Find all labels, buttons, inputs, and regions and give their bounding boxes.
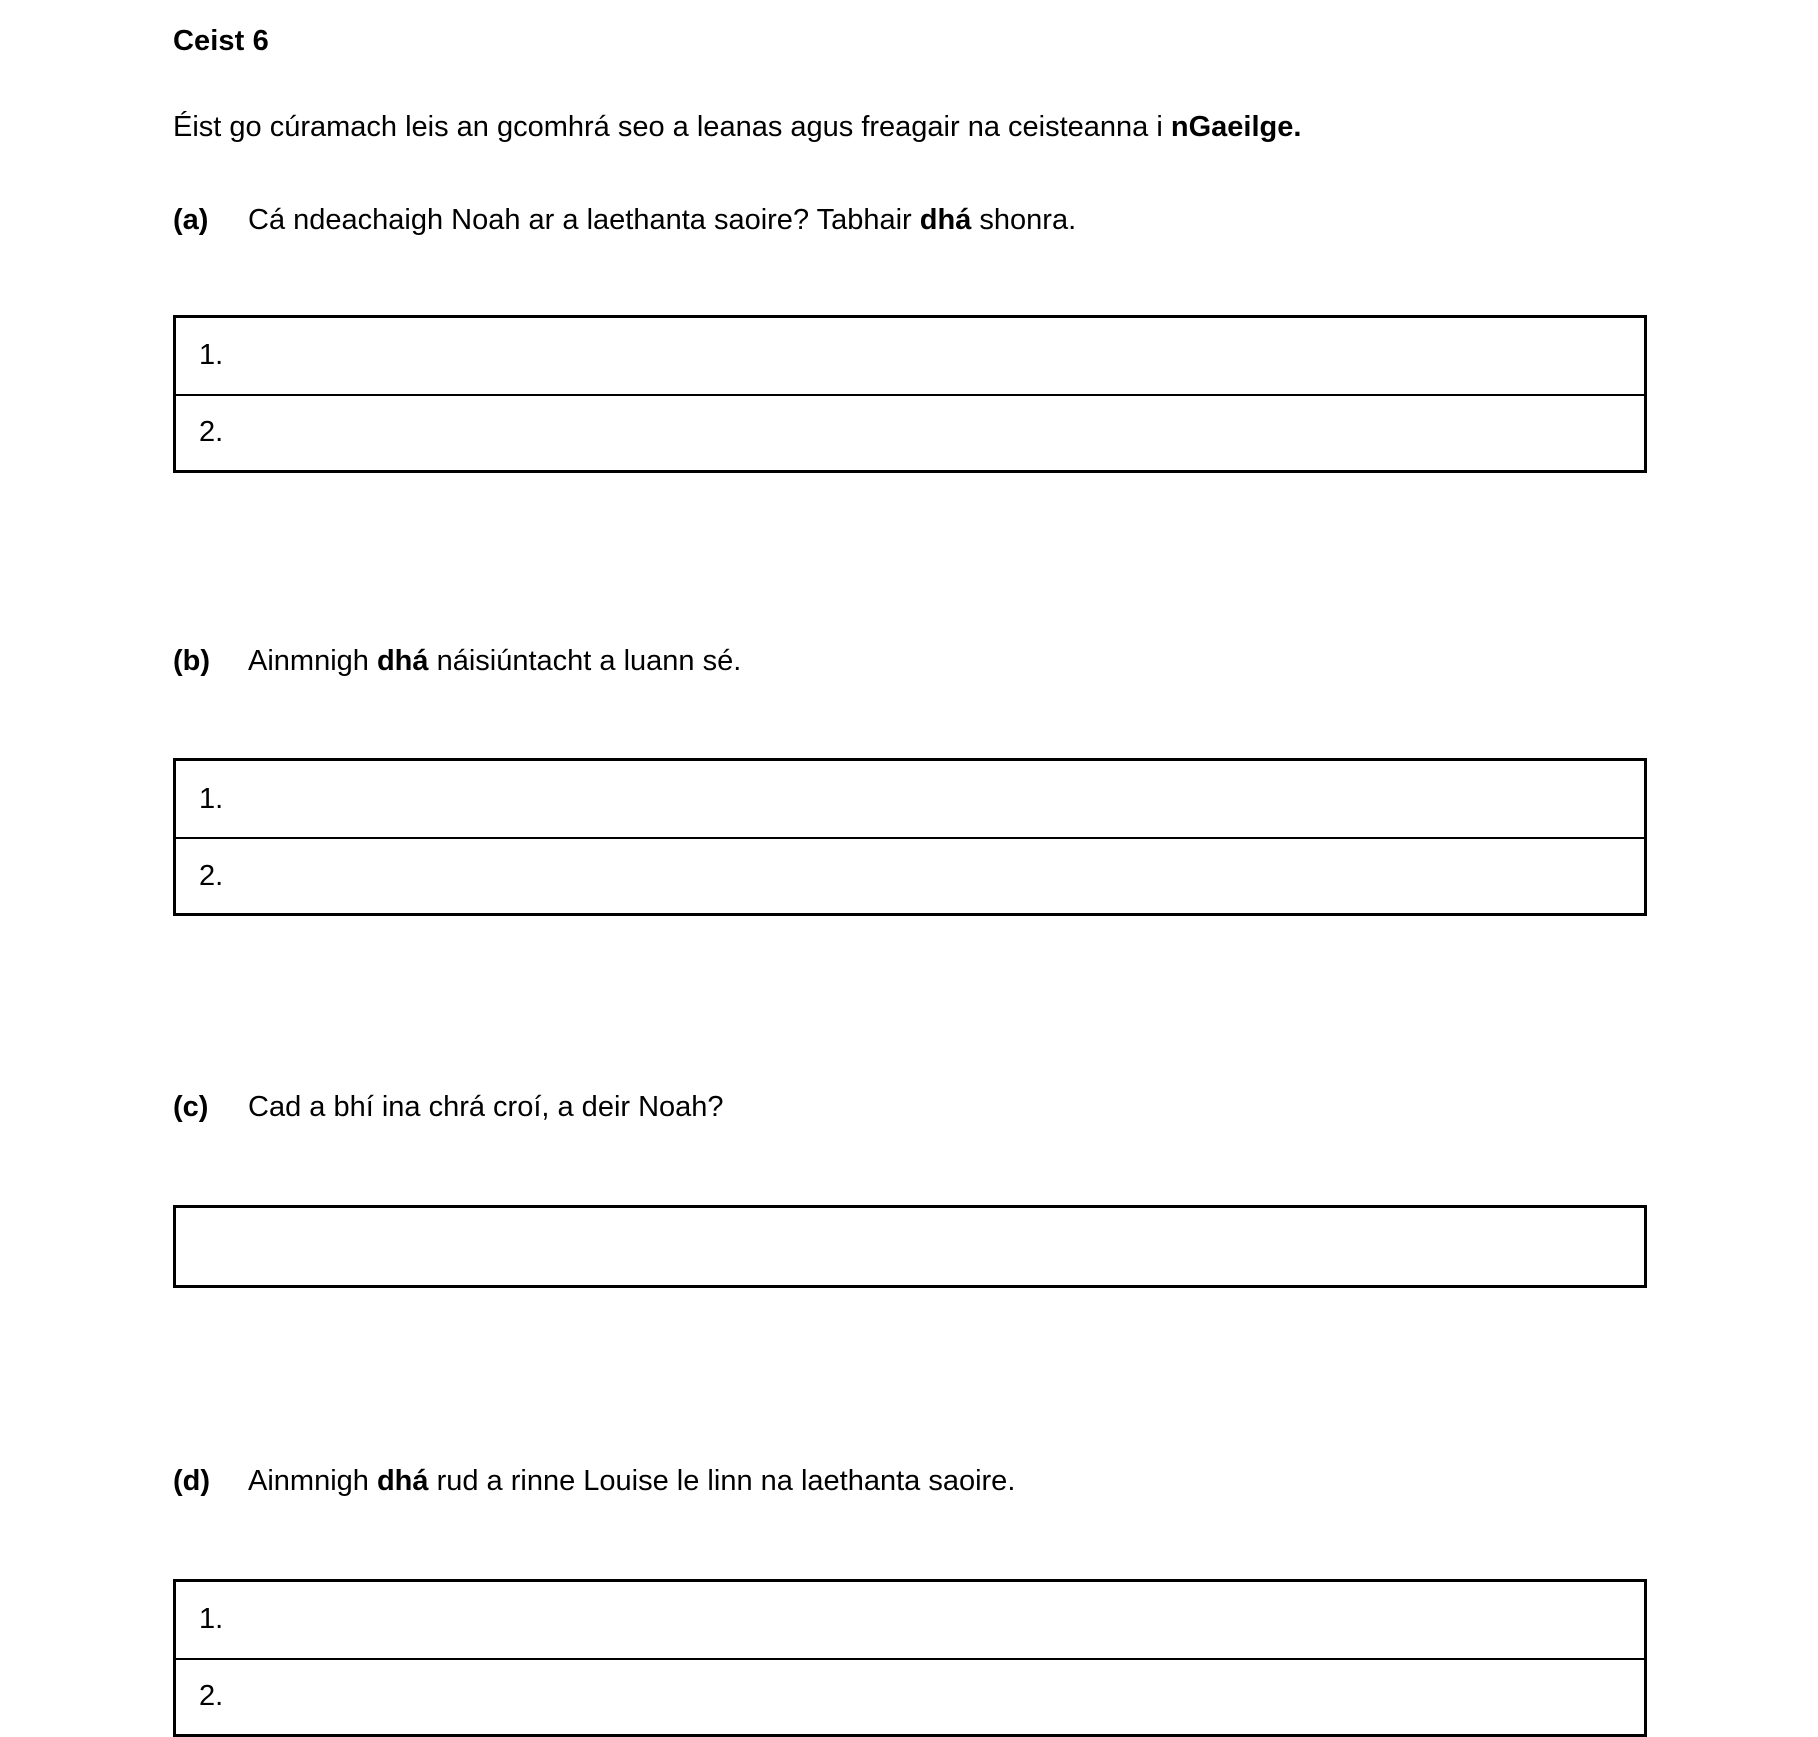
answer-row-number: 1. [199, 339, 224, 372]
answer-box-a [173, 315, 1647, 473]
spacer [173, 1288, 1647, 1463]
spacer [173, 473, 1647, 643]
part-a-bold-text: dhá [919, 203, 972, 236]
part-d-text-after: rud a rinne Louise le linn na laethanta saoire. [428, 1465, 1016, 1497]
spacer [173, 1501, 1647, 1579]
page-content [173, 0, 1647, 1737]
answer-box-c [173, 1205, 1647, 1288]
instruction-line [173, 59, 1647, 147]
part-c-text-before: Cad a bhí ina chrá croí, a deir Noah? [248, 1091, 724, 1124]
part-b-text-after: náisiúntacht a luann sé. [428, 644, 742, 677]
part-label-a: (a) [173, 203, 209, 236]
answer-box-b [173, 758, 1647, 916]
answer-row-number: 2. [199, 1680, 224, 1713]
spacer [173, 240, 1647, 315]
part-text-c [248, 1089, 1647, 1127]
question-part-c [173, 1089, 1647, 1127]
spacer [173, 680, 1647, 758]
part-text-b [248, 643, 1647, 681]
part-b-text-before: Ainmnigh [248, 644, 377, 677]
part-b-bold-text: dhá [376, 644, 429, 677]
answer-row-number: 1. [199, 782, 224, 815]
instruction-bold-text: nGaeilge. [1170, 111, 1302, 144]
instruction-text: Éist go cúramach leis an gcomhrá seo a leanas agus freagair na ceisteanna i [173, 111, 1171, 144]
answer-row[interactable] [176, 837, 1644, 913]
part-label-c: (c) [173, 1091, 209, 1124]
question-part-b [173, 643, 1647, 681]
answer-row[interactable] [176, 761, 1644, 837]
answer-row-number: 1. [199, 1603, 224, 1636]
question-part-d [173, 1463, 1647, 1501]
spacer [173, 916, 1647, 1089]
part-d-bold-text: dhá [376, 1465, 429, 1497]
page-title: Ceist 6 [173, 25, 269, 57]
part-a-text-after: shonra. [971, 203, 1077, 236]
answer-row[interactable] [176, 1582, 1644, 1658]
part-label-d: (d) [173, 1465, 211, 1497]
answer-row[interactable] [176, 1658, 1644, 1734]
part-d-text-before: Ainmnigh [248, 1465, 377, 1497]
part-label-b: (b) [173, 644, 211, 677]
part-a-text-before: Cá ndeachaigh Noah ar a laethanta saoire? Tabhair [248, 203, 920, 236]
spacer [173, 1127, 1647, 1205]
answer-row-number: 2. [199, 416, 224, 449]
part-text-d [248, 1463, 1647, 1501]
answer-row[interactable] [176, 394, 1644, 470]
part-text-a [248, 202, 1647, 240]
answer-row[interactable] [176, 1208, 1644, 1285]
answer-box-d [173, 1579, 1647, 1737]
spacer [173, 147, 1647, 202]
answer-row[interactable] [176, 318, 1644, 394]
answer-row-number: 2. [199, 859, 224, 892]
question-part-a [173, 202, 1647, 240]
